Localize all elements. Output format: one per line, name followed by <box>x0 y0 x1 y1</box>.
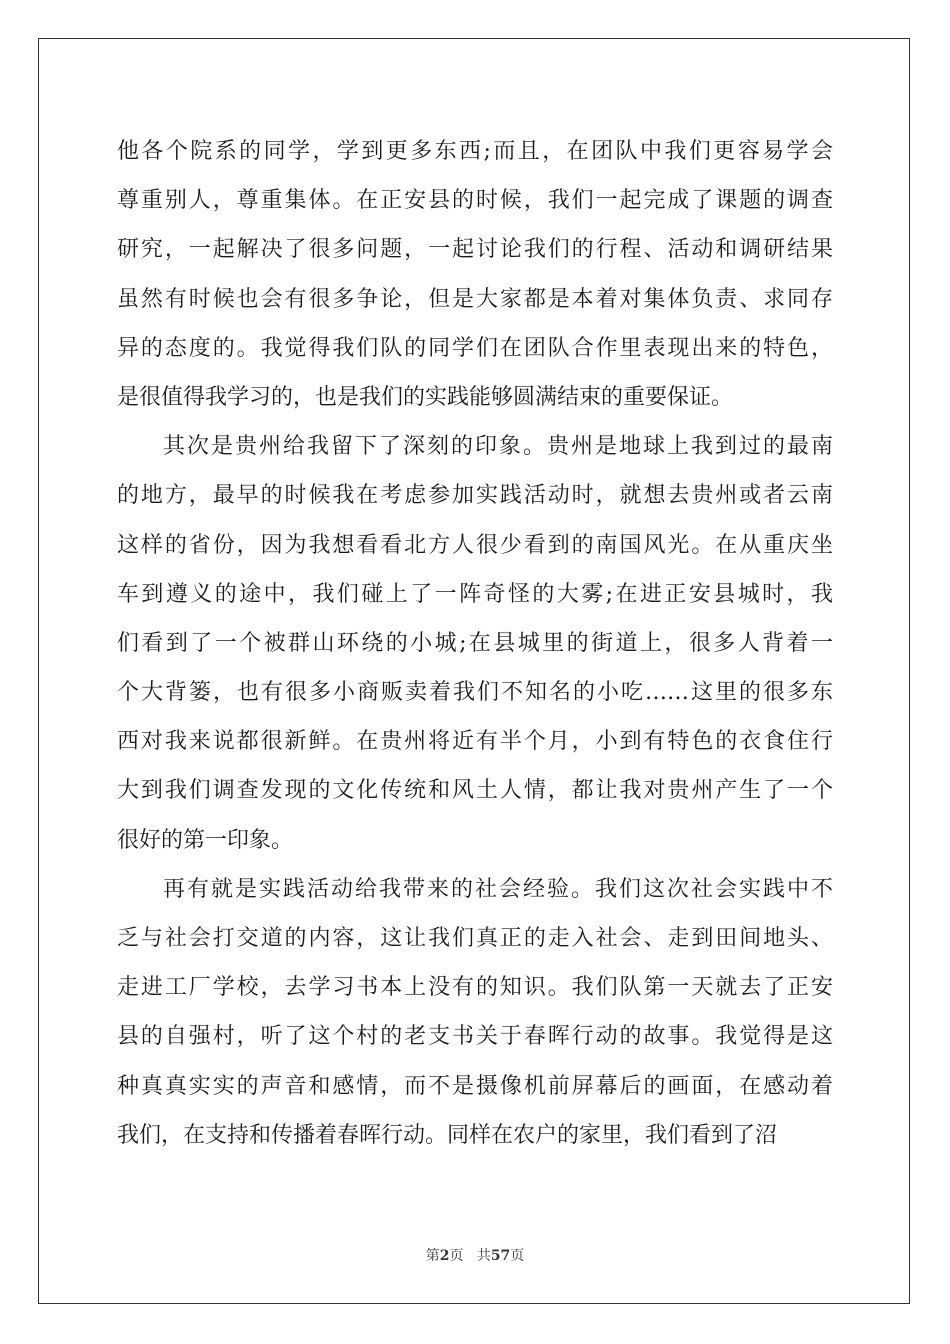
text-line: 们看到了一个被群山环绕的小城;在县城里的街道上，很多人背着一 <box>117 630 833 656</box>
text-line: 走进工厂学校，去学习书本上没有的知识。我们队第一天就去了正安 <box>117 975 833 1001</box>
text-line: 他各个院系的同学，学到更多东西;而且，在团队中我们更容易学会 <box>117 139 833 164</box>
text-line: 车到遵义的途中，我们碰上了一阵奇怪的大雾;在进正安县城时，我 <box>117 581 833 607</box>
text-line: 尊重别人，尊重集体。在正安县的时候，我们一起完成了课题的调查 <box>117 188 833 214</box>
text-line: 种真真实实的声音和感情，而不是摄像机前屏幕后的画面，在感动着 <box>117 1073 833 1099</box>
text-line: 很好的第一印象。 <box>117 827 294 853</box>
page-footer <box>0 1245 950 1265</box>
text-line: 我们，在支持和传播着春晖行动。同样在农户的家里，我们看到了沼 <box>117 1122 778 1148</box>
text-line: 研究，一起解决了很多问题，一起讨论我们的行程、活动和调研结果 <box>117 237 833 263</box>
text-line: 再有就是实践活动给我带来的社会经验。我们这次社会实践中不 <box>163 876 833 902</box>
text-line: 的地方，最早的时候我在考虑参加实践活动时，就想去贵州或者云南 <box>117 483 833 509</box>
footer-prefix: 第 <box>425 1248 440 1264</box>
total-pages-number: 57 <box>490 1248 511 1264</box>
current-page-number: 2 <box>439 1248 450 1264</box>
paragraph <box>117 422 833 865</box>
paragraph <box>117 127 833 422</box>
footer-page-suffix: 页 <box>449 1248 464 1264</box>
document-body <box>117 127 833 1160</box>
text-line: 虽然有时候也会有很多争论，但是大家都是本着对集体负责、求同存 <box>117 286 833 312</box>
text-line: 西对我来说都很新鲜。在贵州将近有半个月，小到有特色的衣食住行 <box>117 729 833 755</box>
text-line: 大到我们调查发现的文化传统和风土人情，都让我对贵州产生了一个 <box>117 778 833 804</box>
text-line: 县的自强村，听了这个村的老支书关于春晖行动的故事。我觉得是这 <box>117 1024 833 1050</box>
footer-total-suffix: 页 <box>510 1248 525 1264</box>
text-line: 乏与社会打交道的内容，这让我们真正的走入社会、走到田间地头、 <box>117 926 833 951</box>
text-line: 其次是贵州给我留下了深刻的印象。贵州是地球上我到过的最南 <box>163 434 833 460</box>
text-line: 这样的省份，因为我想看看北方人很少看到的南国风光。在从重庆坐 <box>117 532 833 558</box>
footer-total-prefix: 共 <box>476 1248 491 1264</box>
text-line: 异的态度的。我觉得我们队的同学们在团队合作里表现出来的特色， <box>117 335 833 361</box>
text-line: 是很值得我学习的，也是我们的实践能够圆满结束的重要保证。 <box>117 384 734 410</box>
paragraph <box>117 865 833 1160</box>
text-line: 个大背篓，也有很多小商贩卖着我们不知名的小吃……这里的很多东 <box>117 680 833 706</box>
